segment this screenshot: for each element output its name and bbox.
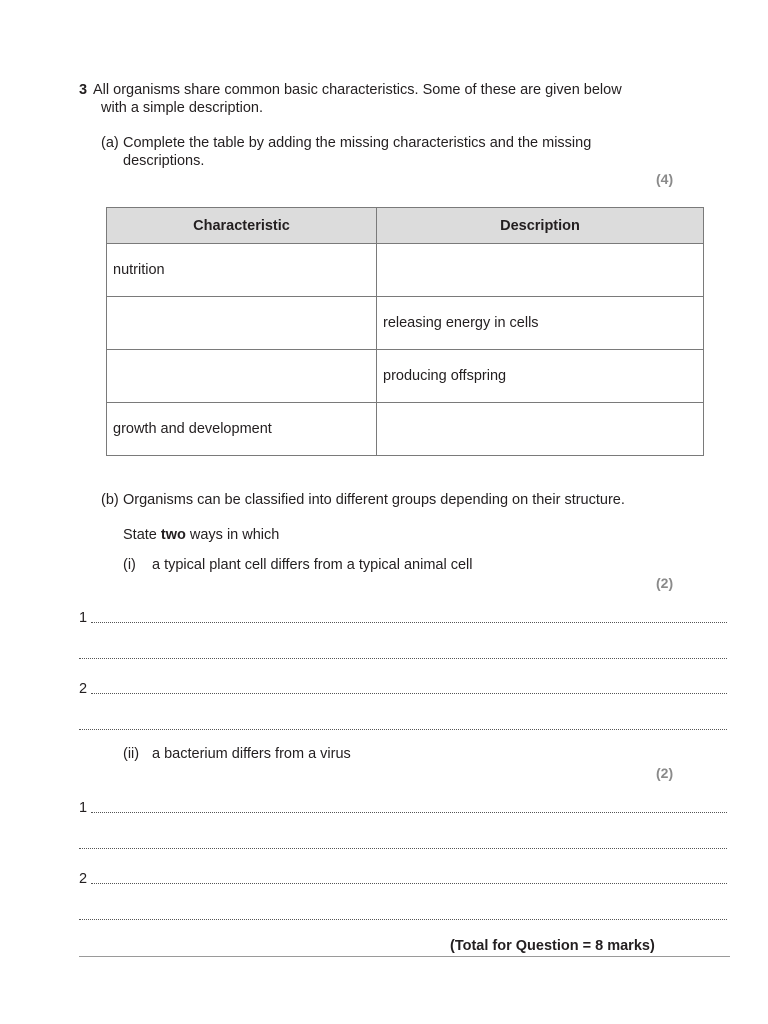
sub-ii-marks: (2): [656, 765, 674, 781]
table-header-row: [107, 208, 704, 244]
table-row: [107, 350, 704, 403]
answer-label: 2: [79, 871, 88, 887]
sub-i-marks: (2): [656, 575, 674, 591]
cell-description[interactable]: [377, 403, 704, 456]
answer-line[interactable]: [91, 883, 727, 884]
state-suffix: ways in which: [185, 527, 280, 543]
table-row: [107, 297, 704, 350]
cell-description[interactable]: producing offspring: [377, 350, 704, 403]
cell-characteristic[interactable]: growth and development: [107, 403, 377, 456]
part-b-label: (b): [101, 492, 119, 508]
part-a-text-line1: Complete the table by adding the missing characteristics and the missing: [123, 135, 592, 151]
part-a-marks: (4): [656, 171, 674, 187]
question-intro-line1: All organisms share common basic characteristics. Some of these are given below: [93, 82, 622, 98]
table-row: [107, 244, 704, 297]
part-b-text: Organisms can be classified into different groups depending on their structure.: [123, 492, 625, 508]
answer-line[interactable]: [79, 658, 727, 659]
part-a-label: (a): [101, 135, 119, 151]
answer-label: 1: [79, 610, 88, 626]
answer-label: 2: [79, 681, 88, 697]
cell-characteristic[interactable]: [107, 297, 377, 350]
cell-characteristic[interactable]: [107, 350, 377, 403]
answer-line[interactable]: [91, 622, 727, 623]
total-marks: (Total for Question = 8 marks): [450, 938, 655, 954]
sub-i-label: (i): [123, 557, 136, 573]
state-prefix: State: [123, 527, 161, 543]
state-emphasis: two: [160, 527, 186, 543]
header-characteristic: Characteristic: [107, 208, 377, 244]
answer-line[interactable]: [79, 729, 727, 730]
answer-line[interactable]: [91, 812, 727, 813]
question-intro-line2: with a simple description.: [101, 100, 263, 116]
sub-i-text: a typical plant cell differs from a typical animal cell: [152, 557, 473, 573]
table-row: [107, 403, 704, 456]
cell-description[interactable]: releasing energy in cells: [377, 297, 704, 350]
bottom-rule: [79, 956, 730, 957]
header-description: Description: [377, 208, 704, 244]
answer-line[interactable]: [79, 848, 727, 849]
part-a-text-line2: descriptions.: [123, 153, 205, 169]
answer-label: 1: [79, 800, 88, 816]
answer-line[interactable]: [91, 693, 727, 694]
cell-characteristic[interactable]: nutrition: [107, 244, 377, 297]
sub-ii-text: a bacterium differs from a virus: [152, 746, 351, 762]
sub-ii-label: (ii): [123, 746, 140, 762]
answer-line[interactable]: [79, 919, 727, 920]
characteristics-table: [106, 207, 704, 456]
part-b-state: [123, 527, 279, 543]
cell-description[interactable]: [377, 244, 704, 297]
question-number: 3: [79, 82, 88, 98]
